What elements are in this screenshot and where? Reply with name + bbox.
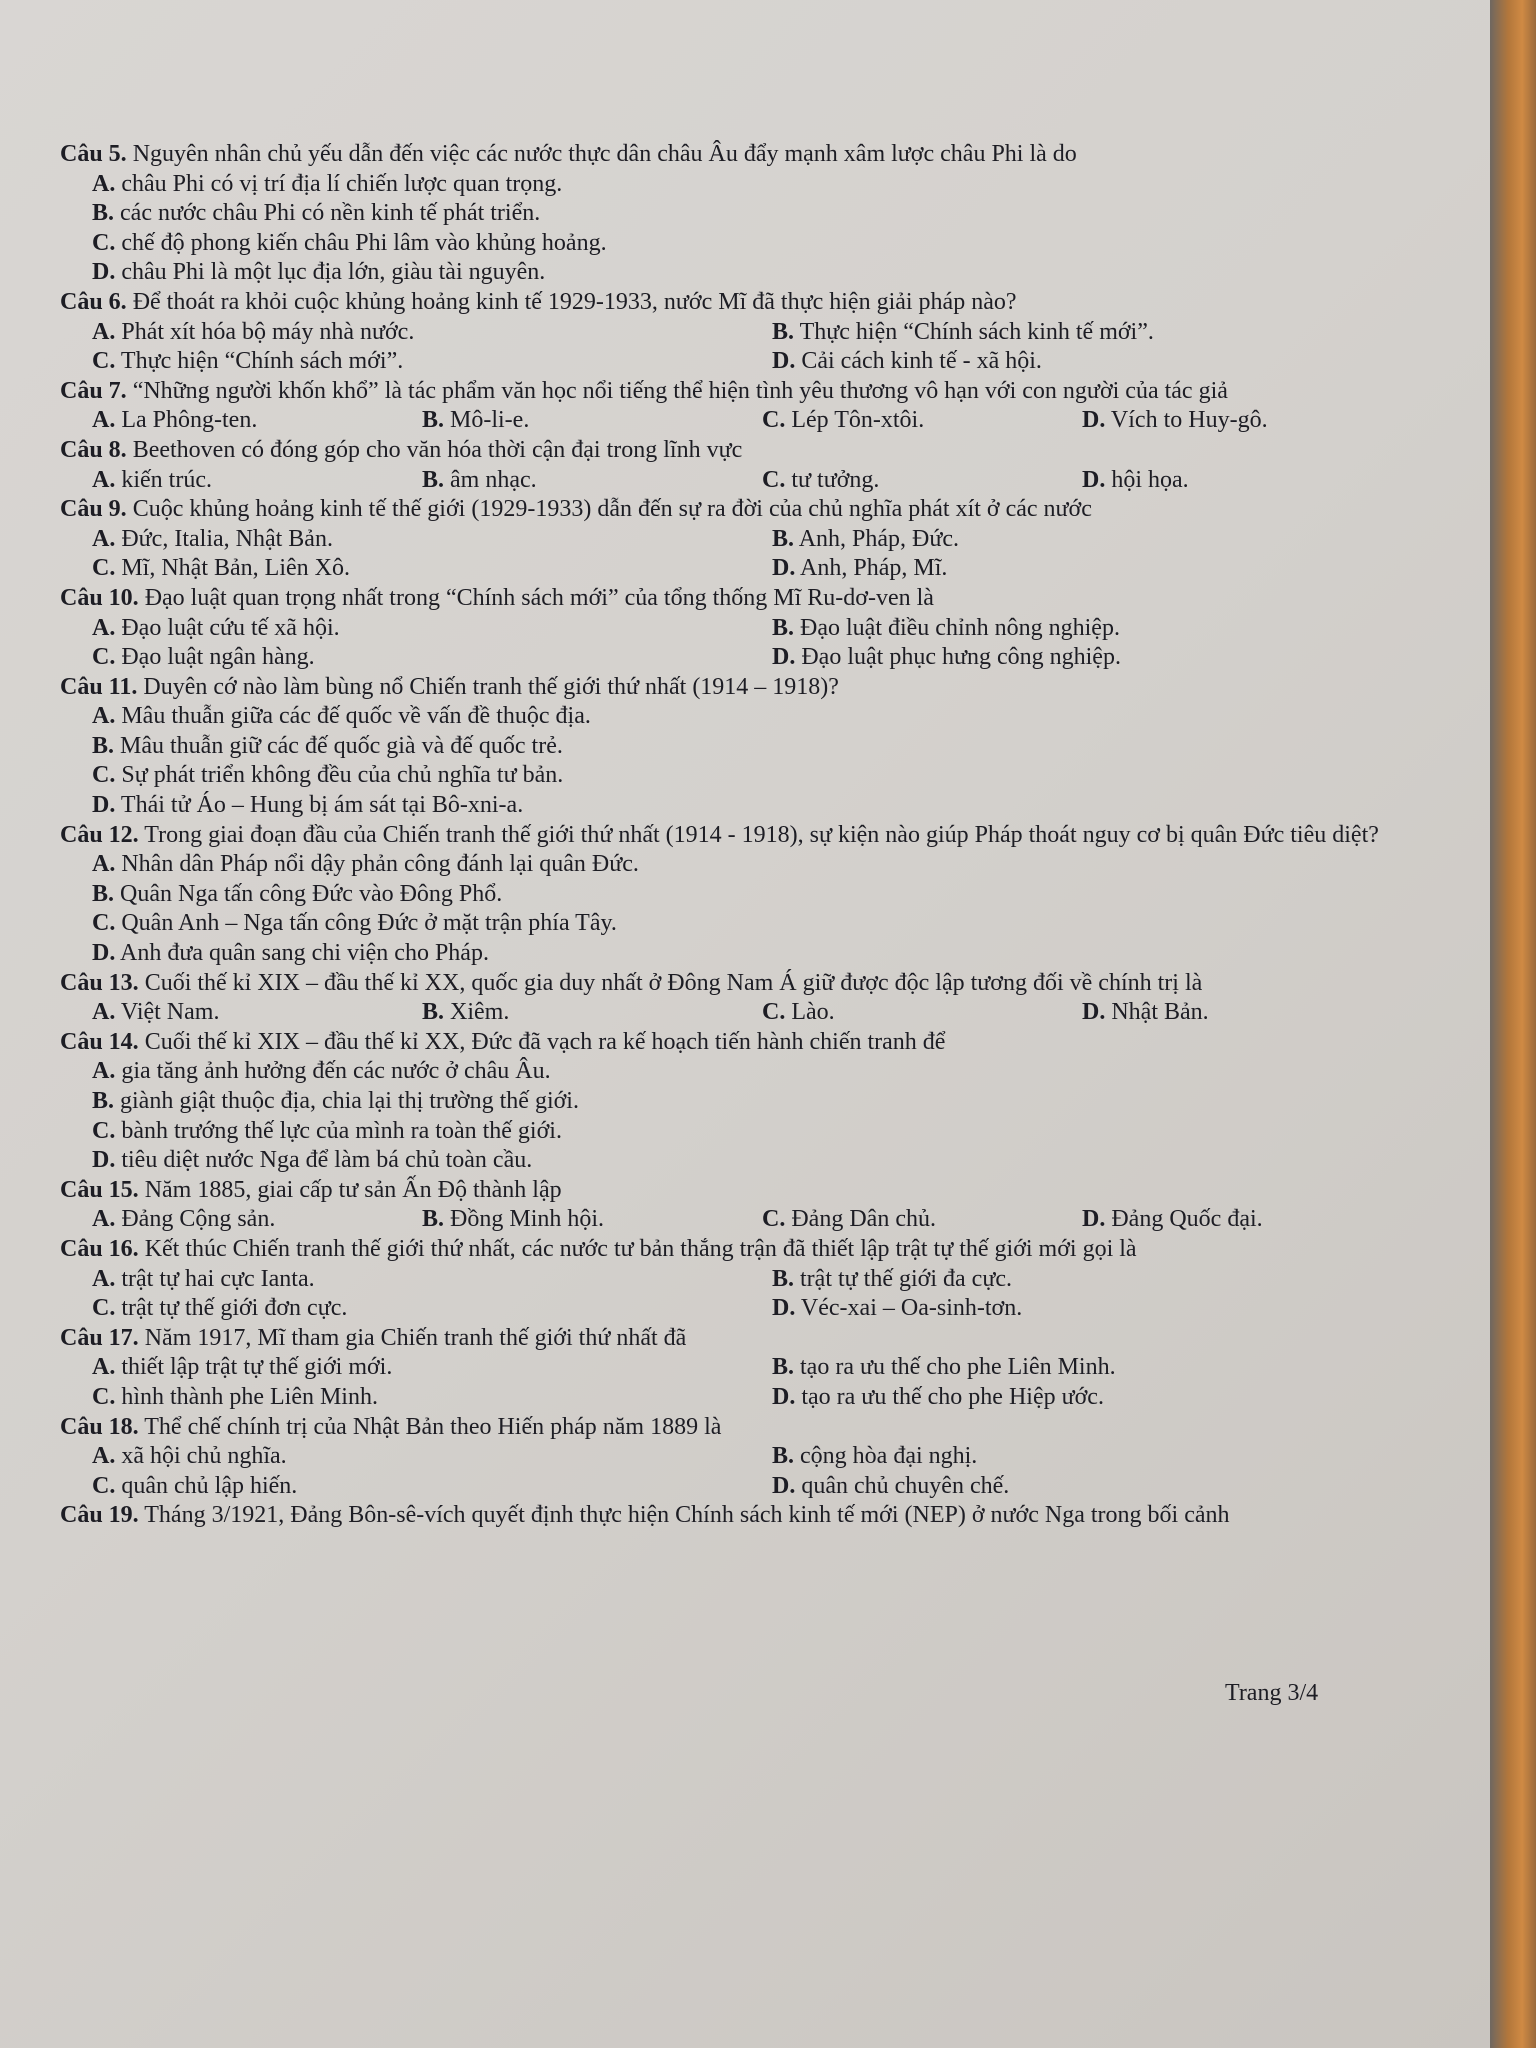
- question-stem: [60, 1235, 1430, 1265]
- question-stem: [60, 1413, 1430, 1443]
- question-stem: [60, 140, 1430, 170]
- answer-option: [762, 406, 1082, 436]
- option-letter: C.: [92, 1383, 116, 1410]
- option-text: châu Phi có vị trí địa lí chiến lược quan trọng.: [121, 170, 563, 197]
- answer-option: [422, 1205, 762, 1235]
- option-letter: D.: [1082, 466, 1106, 493]
- option-letter: C.: [92, 1295, 116, 1322]
- question-text: Duyên cớ nào làm bùng nổ Chiến tranh thế giới thứ nhất (1914 – 1918)?: [143, 673, 839, 700]
- answer-option: [92, 1057, 1430, 1087]
- question-stem: [60, 1176, 1430, 1206]
- answer-option: [92, 258, 1430, 288]
- option-text: Cải cách kinh tế - xã hội.: [801, 348, 1042, 375]
- answer-options: [92, 466, 1430, 496]
- answer-option: [92, 1353, 772, 1383]
- option-letter: B.: [422, 466, 445, 493]
- option-text: Anh đưa quân sang chi viện cho Pháp.: [120, 940, 489, 967]
- answer-option: [422, 466, 762, 496]
- answer-option: [92, 1205, 422, 1235]
- question-text: Năm 1917, Mĩ tham gia Chiến tranh thế giới thứ nhất đã: [144, 1324, 687, 1351]
- option-letter: D.: [772, 1295, 796, 1322]
- option-letter: A.: [92, 1443, 116, 1470]
- answer-options: [92, 998, 1430, 1028]
- option-letter: C.: [762, 466, 786, 493]
- option-letter: C.: [92, 910, 116, 937]
- answer-option: [772, 1294, 1430, 1324]
- option-letter: B.: [422, 1206, 445, 1233]
- option-letter: D.: [1082, 407, 1106, 434]
- answer-option: [762, 1205, 1082, 1235]
- option-letter: B.: [422, 999, 445, 1026]
- table-edge: [1490, 0, 1536, 2048]
- answer-option: [92, 909, 1430, 939]
- answer-option: [1082, 998, 1430, 1028]
- answer-option: [92, 1087, 1430, 1117]
- question-number: Câu 15.: [60, 1176, 139, 1203]
- answer-option: [92, 170, 1430, 200]
- option-letter: D.: [772, 555, 796, 582]
- option-letter: C.: [92, 762, 116, 789]
- option-text: Thực hiện “Chính sách kinh tế mới”.: [799, 318, 1154, 345]
- answer-options: [92, 1265, 1430, 1324]
- answer-options: [92, 1205, 1430, 1235]
- answer-option: [92, 1472, 772, 1502]
- question-number: Câu 17.: [60, 1324, 139, 1351]
- option-letter: D.: [92, 792, 116, 819]
- answer-options: [92, 318, 1430, 377]
- option-letter: B.: [772, 1265, 795, 1292]
- answer-options: [92, 170, 1430, 288]
- question-text: Kết thúc Chiến tranh thế giới thứ nhất, các nước tư bản thắng trận đã thiết lập trật tự thế giới mới gọi là: [144, 1235, 1137, 1262]
- question-block: [60, 377, 1430, 436]
- option-letter: A.: [92, 170, 116, 197]
- option-text: Nhân dân Pháp nổi dậy phản công đánh lại quân Đức.: [121, 851, 639, 878]
- answer-option: [772, 347, 1430, 377]
- option-text: châu Phi là một lục địa lớn, giàu tài nguyên.: [121, 259, 546, 286]
- option-text: Mâu thuẫn giữ các đế quốc già và đế quốc trẻ.: [120, 732, 563, 759]
- option-text: xã hội chủ nghĩa.: [121, 1443, 287, 1470]
- answer-option: [772, 1383, 1430, 1413]
- question-stem: [60, 673, 1430, 703]
- option-text: bành trướng thế lực của mình ra toàn thế giới.: [121, 1117, 562, 1144]
- answer-option: [772, 525, 1430, 555]
- question-block: [60, 1413, 1430, 1502]
- answer-option: [92, 525, 772, 555]
- answer-option: [772, 1265, 1430, 1295]
- option-text: Anh, Pháp, Mĩ.: [800, 555, 948, 582]
- option-letter: B.: [92, 732, 115, 759]
- answer-option: [1082, 466, 1430, 496]
- option-letter: B.: [92, 880, 115, 907]
- option-letter: A.: [92, 1058, 116, 1085]
- option-letter: A.: [92, 1265, 116, 1292]
- option-letter: C.: [92, 1117, 116, 1144]
- option-letter: D.: [92, 940, 116, 967]
- option-letter: D.: [772, 1472, 796, 1499]
- option-text: tạo ra ưu thế cho phe Hiệp ước.: [801, 1383, 1104, 1410]
- option-letter: D.: [772, 1383, 796, 1410]
- option-letter: A.: [92, 1354, 116, 1381]
- answer-option: [772, 318, 1430, 348]
- option-text: quân chủ lập hiến.: [121, 1472, 298, 1499]
- option-text: cộng hòa đại nghị.: [800, 1443, 978, 1470]
- option-text: Quân Anh – Nga tấn công Đức ở mặt trận phía Tây.: [121, 910, 617, 937]
- option-letter: B.: [772, 318, 795, 345]
- question-block: [60, 436, 1430, 495]
- answer-option: [92, 406, 422, 436]
- question-stem: [60, 1501, 1430, 1531]
- option-letter: A.: [92, 703, 116, 730]
- question-block: [60, 288, 1430, 377]
- question-stem: [60, 969, 1430, 999]
- option-letter: A.: [92, 318, 116, 345]
- answer-option: [92, 554, 772, 584]
- option-text: Đạo luật cứu tế xã hội.: [121, 614, 340, 641]
- option-letter: C.: [762, 999, 786, 1026]
- answer-option: [92, 229, 1430, 259]
- answer-option: [92, 199, 1430, 229]
- question-text: Trong giai đoạn đầu của Chiến tranh thế giới thứ nhất (1914 - 1918), sự kiện nào giúp Pháp thoát nguy cơ bị quân Đức tiêu diệt?: [144, 821, 1379, 848]
- question-text: Để thoát ra khỏi cuộc khủng hoảng kinh tế 1929-1933, nước Mĩ đã thực hiện giải pháp nào?: [132, 288, 1017, 315]
- option-text: Thực hiện “Chính sách mới”.: [120, 348, 404, 375]
- option-text: La Phông-ten.: [121, 407, 258, 434]
- question-block: [60, 1235, 1430, 1324]
- option-letter: D.: [772, 348, 796, 375]
- option-text: âm nhạc.: [450, 466, 537, 493]
- answer-option: [92, 732, 1430, 762]
- answer-option: [772, 1472, 1430, 1502]
- option-letter: A.: [92, 999, 116, 1026]
- option-text: quân chủ chuyên chế.: [801, 1472, 1010, 1499]
- option-text: Lép Tôn-xtôi.: [791, 407, 925, 434]
- question-number: Câu 14.: [60, 1028, 139, 1055]
- option-letter: C.: [762, 407, 786, 434]
- option-text: tiêu diệt nước Nga để làm bá chủ toàn cầu.: [121, 1147, 533, 1174]
- option-letter: C.: [92, 1472, 116, 1499]
- option-text: các nước châu Phi có nền kinh tế phát triển.: [120, 200, 541, 227]
- option-text: Đạo luật phục hưng công nghiệp.: [801, 644, 1121, 671]
- answer-options: [92, 525, 1430, 584]
- question-number: Câu 13.: [60, 969, 139, 996]
- option-text: Vích to Huy-gô.: [1110, 407, 1268, 434]
- question-block: [60, 1324, 1430, 1413]
- answer-option: [422, 406, 762, 436]
- option-text: Đức, Italia, Nhật Bản.: [121, 525, 333, 552]
- question-text: Nguyên nhân chủ yếu dẫn đến việc các nước thực dân châu Âu đẩy mạnh xâm lược châu Phi là do: [132, 141, 1077, 167]
- answer-option: [92, 791, 1430, 821]
- option-text: hội họa.: [1111, 466, 1189, 493]
- option-text: trật tự thế giới đa cực.: [800, 1265, 1012, 1292]
- option-text: trật tự thế giới đơn cực.: [121, 1295, 348, 1322]
- question-number: Câu 10.: [60, 584, 139, 611]
- answer-option: [772, 643, 1430, 673]
- question-list: [60, 140, 1430, 1531]
- option-text: thiết lập trật tự thế giới mới.: [121, 1354, 393, 1381]
- option-text: tạo ra ưu thế cho phe Liên Minh.: [800, 1354, 1116, 1381]
- option-letter: A.: [92, 1206, 116, 1233]
- answer-options: [92, 1353, 1430, 1412]
- answer-options: [92, 614, 1430, 673]
- option-letter: A.: [92, 614, 116, 641]
- answer-option: [92, 998, 422, 1028]
- option-letter: D.: [92, 259, 116, 286]
- option-letter: D.: [772, 644, 796, 671]
- answer-option: [92, 643, 772, 673]
- answer-options: [92, 702, 1430, 820]
- question-number: Câu 19.: [60, 1502, 139, 1529]
- option-text: Đảng Cộng sản.: [121, 1206, 276, 1233]
- answer-option: [92, 466, 422, 496]
- question-block: [60, 1176, 1430, 1235]
- option-text: tư tưởng.: [791, 466, 880, 493]
- option-text: Đồng Minh hội.: [450, 1206, 605, 1233]
- option-letter: A.: [92, 466, 116, 493]
- option-letter: B.: [772, 1443, 795, 1470]
- option-letter: B.: [772, 525, 795, 552]
- answer-option: [772, 1353, 1430, 1383]
- option-letter: D.: [92, 1147, 116, 1174]
- answer-options: [92, 406, 1430, 436]
- option-letter: D.: [1082, 1206, 1106, 1233]
- option-letter: D.: [1082, 999, 1106, 1026]
- question-number: Câu 8.: [60, 436, 127, 463]
- question-number: Câu 18.: [60, 1413, 139, 1440]
- answer-option: [92, 1294, 772, 1324]
- option-text: gia tăng ảnh hưởng đến các nước ở châu Âu.: [121, 1058, 551, 1085]
- option-text: Quân Nga tấn công Đức vào Đông Phổ.: [120, 880, 503, 907]
- question-number: Câu 9.: [60, 496, 127, 523]
- answer-option: [1082, 406, 1430, 436]
- answer-option: [422, 998, 762, 1028]
- answer-option: [772, 554, 1430, 584]
- option-text: Xiêm.: [450, 999, 510, 1026]
- option-text: Đạo luật ngân hàng.: [121, 644, 315, 671]
- option-letter: B.: [92, 1088, 115, 1114]
- answer-option: [92, 1383, 772, 1413]
- question-stem: [60, 377, 1430, 407]
- option-text: Sự phát triển không đều của chủ nghĩa tư bản.: [121, 762, 564, 789]
- question-number: Câu 6.: [60, 288, 127, 315]
- question-stem: [60, 821, 1430, 851]
- option-text: giành giật thuộc địa, chia lại thị trường thế giới.: [120, 1088, 579, 1114]
- answer-option: [92, 850, 1430, 880]
- answer-options: [92, 850, 1430, 968]
- option-letter: C.: [92, 644, 116, 671]
- question-block: [60, 673, 1430, 821]
- answer-option: [92, 702, 1430, 732]
- answer-option: [772, 614, 1430, 644]
- question-block: [60, 1501, 1430, 1531]
- question-stem: [60, 436, 1430, 466]
- question-text: Thể chế chính trị của Nhật Bản theo Hiến pháp năm 1889 là: [144, 1413, 722, 1440]
- option-letter: B.: [772, 614, 795, 641]
- answer-option: [92, 1117, 1430, 1147]
- option-text: Đảng Quốc đại.: [1111, 1206, 1263, 1233]
- question-number: Câu 7.: [60, 377, 127, 404]
- option-letter: A.: [92, 851, 116, 878]
- option-letter: A.: [92, 525, 116, 552]
- option-letter: C.: [762, 1206, 786, 1233]
- answer-option: [772, 1442, 1430, 1472]
- answer-options: [92, 1057, 1430, 1175]
- option-text: Phát xít hóa bộ máy nhà nước.: [121, 318, 415, 345]
- question-text: Đạo luật quan trọng nhất trong “Chính sách mới” của tổng thống Mĩ Ru-dơ-ven là: [144, 584, 934, 611]
- option-text: Lào.: [791, 999, 835, 1026]
- answer-option: [92, 761, 1430, 791]
- question-stem: [60, 1028, 1430, 1058]
- answer-option: [92, 347, 772, 377]
- option-letter: A.: [92, 407, 116, 434]
- question-stem: [60, 495, 1430, 525]
- option-text: Anh, Pháp, Đức.: [798, 525, 960, 552]
- option-text: Véc-xai – Oa-sinh-tơn.: [800, 1295, 1023, 1322]
- question-number: Câu 12.: [60, 821, 139, 848]
- answer-option: [92, 939, 1430, 969]
- question-block: [60, 969, 1430, 1028]
- question-block: [60, 821, 1430, 969]
- question-stem: [60, 1324, 1430, 1354]
- option-text: chế độ phong kiến châu Phi lâm vào khủng hoảng.: [121, 229, 607, 256]
- option-letter: C.: [92, 229, 116, 256]
- option-text: kiến trúc.: [121, 466, 212, 493]
- option-letter: C.: [92, 348, 116, 375]
- answer-option: [92, 614, 772, 644]
- answer-option: [92, 1265, 772, 1295]
- question-block: [60, 140, 1430, 288]
- option-text: Việt Nam.: [120, 999, 220, 1026]
- answer-option: [762, 998, 1082, 1028]
- question-number: Câu 11.: [60, 673, 138, 700]
- option-text: Mĩ, Nhật Bản, Liên Xô.: [121, 555, 350, 582]
- option-letter: B.: [422, 407, 445, 434]
- answer-option: [1082, 1205, 1430, 1235]
- option-text: hình thành phe Liên Minh.: [121, 1383, 378, 1410]
- question-text: Tháng 3/1921, Đảng Bôn-sê-vích quyết định thực hiện Chính sách kinh tế mới (NEP) ở nước Nga trong bối cảnh: [144, 1502, 1230, 1529]
- question-block: [60, 584, 1430, 673]
- option-text: Đạo luật điều chỉnh nông nghiệp.: [800, 614, 1120, 641]
- answer-option: [92, 318, 772, 348]
- option-letter: B.: [92, 200, 115, 227]
- option-text: Mâu thuẫn giữa các đế quốc về vấn đề thuộc địa.: [121, 703, 591, 730]
- question-stem: [60, 584, 1430, 614]
- question-text: “Những người khốn khổ” là tác phẩm văn học nổi tiếng thể hiện tình yêu thương vô hạn với con người của tác giả: [132, 377, 1228, 404]
- answer-option: [92, 1146, 1430, 1176]
- question-number: Câu 16.: [60, 1235, 139, 1262]
- question-text: Cuối thế kỉ XIX – đầu thế kỉ XX, Đức đã vạch ra kế hoạch tiến hành chiến tranh để: [144, 1028, 946, 1055]
- question-stem: [60, 288, 1430, 318]
- option-text: Đảng Dân chủ.: [791, 1206, 936, 1233]
- question-text: Beethoven có đóng góp cho văn hóa thời cận đại trong lĩnh vực: [132, 436, 743, 463]
- question-text: Cuối thế kỉ XIX – đầu thế kỉ XX, quốc gia duy nhất ở Đông Nam Á giữ được độc lập tương đối về chính trị là: [144, 969, 1203, 996]
- option-letter: B.: [772, 1354, 795, 1381]
- option-letter: C.: [92, 555, 116, 582]
- answer-option: [92, 880, 1430, 910]
- option-text: Nhật Bản.: [1111, 999, 1209, 1026]
- question-text: Năm 1885, giai cấp tư sản Ấn Độ thành lập: [144, 1176, 562, 1203]
- option-text: Mô-li-e.: [450, 407, 530, 434]
- page-number: Trang 3/4: [1225, 1680, 1319, 1706]
- answer-option: [762, 466, 1082, 496]
- answer-options: [92, 1442, 1430, 1501]
- question-block: [60, 495, 1430, 584]
- option-text: trật tự hai cực Ianta.: [121, 1265, 315, 1292]
- question-number: Câu 5.: [60, 141, 127, 167]
- option-text: Thái tử Áo – Hung bị ám sát tại Bô-xni-a.: [120, 792, 524, 819]
- question-block: [60, 1028, 1430, 1176]
- question-text: Cuộc khủng hoảng kinh tế thế giới (1929-1933) dẫn đến sự ra đời của chủ nghĩa phát xít ở các nước: [132, 496, 1092, 523]
- answer-option: [92, 1442, 772, 1472]
